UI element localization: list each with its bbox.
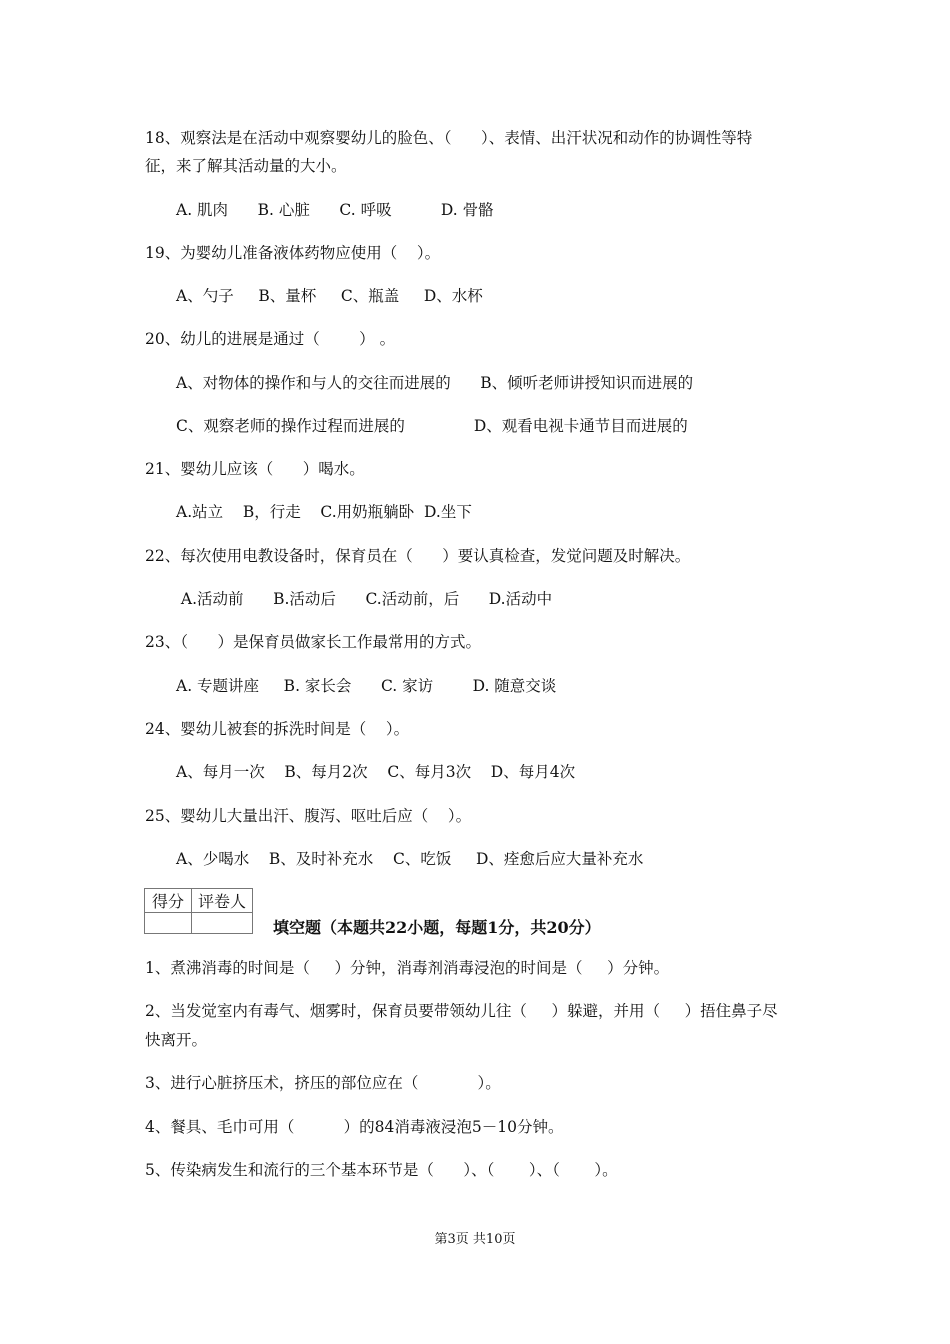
- score-label: 得分: [145, 889, 192, 913]
- fill-question-4: 4、餐具、毛巾可用（ ）的84消毒液浸泡5－10分钟。: [145, 1118, 564, 1136]
- question-25: 25、婴幼儿大量出汗、腹泻、呕吐后应（ ）。: [145, 807, 472, 825]
- question-18-line1: 18、观察法是在活动中观察婴幼儿的脸色、（ ）、表情、出汗状况和动作的协调性等特: [145, 129, 753, 147]
- question-20-options-2: C、观察老师的操作过程而进展的 D、观看电视卡通节目而进展的: [176, 417, 688, 435]
- fill-question-5: 5、传染病发生和流行的三个基本环节是（ ）、（ ）、（ ）。: [145, 1161, 618, 1179]
- question-18-line2: 征，来了解其活动量的大小。: [145, 157, 347, 175]
- question-24: 24、婴幼儿被套的拆洗时间是（ ）。: [145, 720, 410, 738]
- score-table: [144, 888, 253, 934]
- question-19-options: A、勺子 B、量杯 C、瓶盖 D、水杯: [176, 287, 483, 305]
- question-21-options: A.站立 B，行走 C.用奶瓶躺卧 D.坐下: [176, 503, 472, 521]
- question-22: 22、每次使用电教设备时，保育员在（ ）要认真检查，发觉问题及时解决。: [145, 547, 691, 565]
- grader-cell: [192, 913, 253, 934]
- question-21: 21、婴幼儿应该（ ）喝水。: [145, 460, 365, 478]
- question-20: 20、幼儿的进展是通过（ ） 。: [145, 330, 396, 348]
- fill-question-2-line1: 2、当发觉室内有毒气、烟雾时，保育员要带领幼儿往（ ）躲避，并用（ ）捂住鼻子尽: [145, 1002, 778, 1020]
- fill-question-1: 1、煮沸消毒的时间是（ ）分钟，消毒剂消毒浸泡的时间是（ ）分钟。: [145, 959, 670, 977]
- question-22-options: A.活动前 B.活动后 C.活动前，后 D.活动中: [176, 590, 553, 608]
- question-24-options: A、每月一次 B、每月2次 C、每月3次 D、每月4次: [176, 763, 576, 781]
- question-25-options: A、少喝水 B、及时补充水 C、吃饭 D、痊愈后应大量补充水: [176, 850, 644, 868]
- question-23: 23、（ ）是保育员做家长工作最常用的方式。: [145, 633, 482, 651]
- grader-label: 评卷人: [192, 889, 253, 913]
- fill-question-3: 3、进行心脏挤压术，挤压的部位应在（ ）。: [145, 1074, 501, 1092]
- question-23-options: A. 专题讲座 B. 家长会 C. 家访 D. 随意交谈: [176, 677, 557, 695]
- fill-question-2-line2: 快离开。: [145, 1031, 208, 1049]
- question-20-options-1: A、对物体的操作和与人的交往而进展的 B、倾听老师讲授知识而进展的: [176, 374, 694, 392]
- section-title: 填空题（本题共22小题，每题1分，共20分）: [273, 918, 601, 937]
- page-footer: 第3页 共10页: [434, 1232, 516, 1247]
- score-cell: [145, 913, 192, 934]
- question-18-options: A. 肌肉 B. 心脏 C. 呼吸 D. 骨骼: [176, 201, 494, 219]
- question-19: 19、为婴幼儿准备液体药物应使用（ ）。: [145, 244, 441, 262]
